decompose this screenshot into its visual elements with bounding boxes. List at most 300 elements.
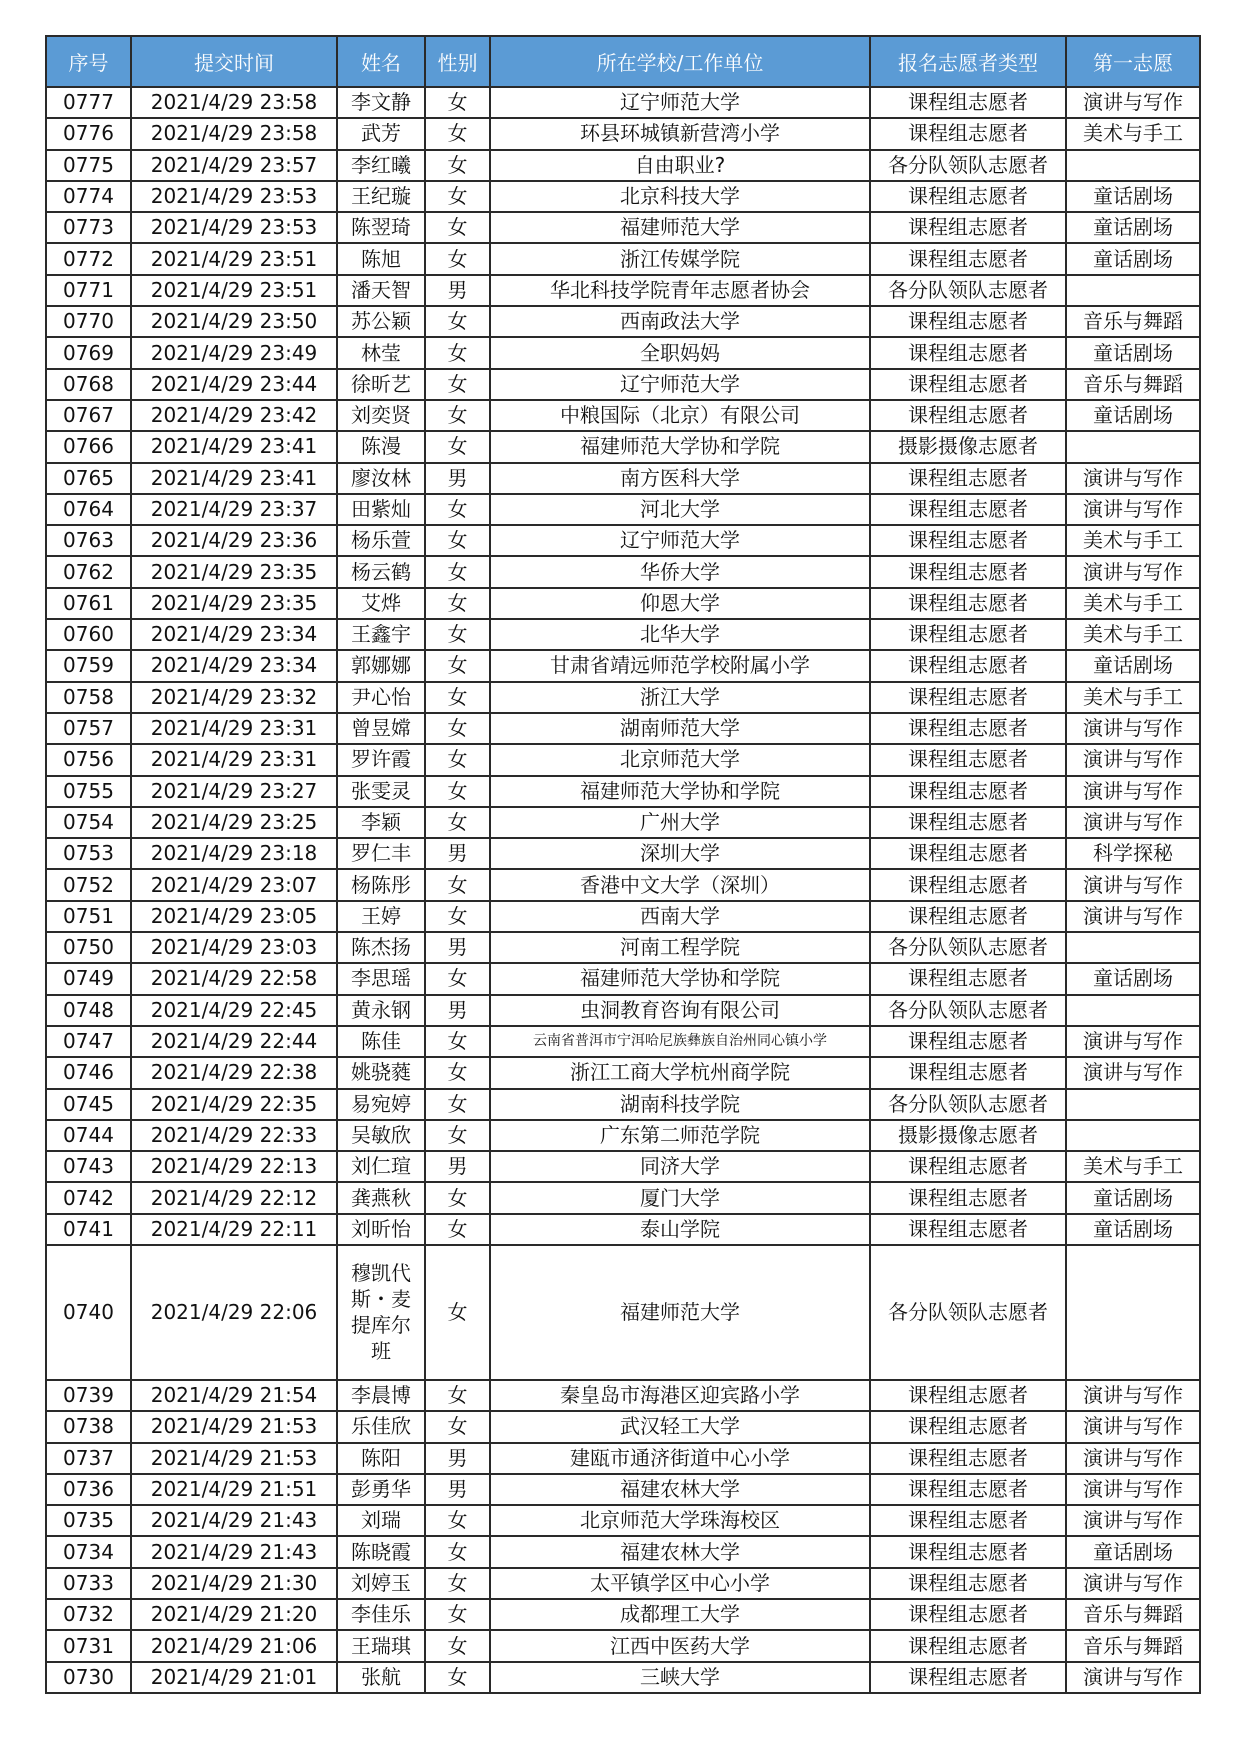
- cell-first-choice: [1066, 932, 1200, 963]
- cell-gender: 女: [425, 212, 490, 243]
- cell-submit-time: 2021/4/29 21:01: [131, 1662, 337, 1693]
- cell-submit-time: 2021/4/29 22:44: [131, 1026, 337, 1057]
- cell-volunteer-type: 课程组志愿者: [870, 1630, 1066, 1661]
- cell-id: 0753: [46, 838, 131, 869]
- table-row: [46, 1151, 1200, 1182]
- cell-volunteer-type: 课程组志愿者: [870, 1505, 1066, 1536]
- cell-gender: 女: [425, 494, 490, 525]
- cell-volunteer-type: 课程组志愿者: [870, 400, 1066, 431]
- cell-id: 0769: [46, 337, 131, 368]
- table-row: [46, 1057, 1200, 1088]
- cell-school: 厦门大学: [490, 1182, 870, 1213]
- table-row: [46, 118, 1200, 149]
- cell-id: 0743: [46, 1151, 131, 1182]
- cell-school: 西南政法大学: [490, 306, 870, 337]
- cell-volunteer-type: 课程组志愿者: [870, 337, 1066, 368]
- cell-first-choice: [1066, 995, 1200, 1026]
- cell-id: 0773: [46, 212, 131, 243]
- cell-name: 田紫灿: [337, 494, 425, 525]
- cell-school: 河北大学: [490, 494, 870, 525]
- cell-volunteer-type: 课程组志愿者: [870, 1182, 1066, 1213]
- cell-volunteer-type: 课程组志愿者: [870, 713, 1066, 744]
- cell-gender: 男: [425, 995, 490, 1026]
- cell-school: 云南省普洱市宁洱哈尼族彝族自治州同心镇小学: [490, 1026, 870, 1057]
- cell-id: 0761: [46, 588, 131, 619]
- cell-first-choice: 演讲与写作: [1066, 1474, 1200, 1505]
- cell-name: 龚燕秋: [337, 1182, 425, 1213]
- cell-id: 0749: [46, 963, 131, 994]
- cell-school: 北京师范大学: [490, 744, 870, 775]
- cell-submit-time: 2021/4/29 23:51: [131, 243, 337, 274]
- table-row: [46, 1214, 1200, 1245]
- cell-name: 潘天智: [337, 275, 425, 306]
- table-row: [46, 807, 1200, 838]
- cell-first-choice: 演讲与写作: [1066, 463, 1200, 494]
- table-row: [46, 400, 1200, 431]
- table-row: [46, 1245, 1200, 1380]
- table-header-row: [46, 36, 1200, 87]
- table-row: [46, 556, 1200, 587]
- cell-id: 0771: [46, 275, 131, 306]
- table-row: [46, 588, 1200, 619]
- cell-gender: 女: [425, 1536, 490, 1567]
- table-row: [46, 337, 1200, 368]
- table-row: [46, 1630, 1200, 1661]
- cell-gender: 女: [425, 306, 490, 337]
- cell-name: 杨云鹤: [337, 556, 425, 587]
- cell-school: 建瓯市通济街道中心小学: [490, 1443, 870, 1474]
- cell-volunteer-type: 课程组志愿者: [870, 1380, 1066, 1411]
- cell-id: 0745: [46, 1089, 131, 1120]
- cell-submit-time: 2021/4/29 21:54: [131, 1380, 337, 1411]
- cell-school: 自由职业?: [490, 150, 870, 181]
- cell-gender: 女: [425, 87, 490, 118]
- cell-first-choice: 音乐与舞蹈: [1066, 1599, 1200, 1630]
- cell-name: 黄永钢: [337, 995, 425, 1026]
- cell-volunteer-type: 课程组志愿者: [870, 682, 1066, 713]
- cell-gender: 女: [425, 588, 490, 619]
- cell-id: 0765: [46, 463, 131, 494]
- cell-submit-time: 2021/4/29 22:13: [131, 1151, 337, 1182]
- cell-name: 吴敏欣: [337, 1120, 425, 1151]
- cell-first-choice: 童话剧场: [1066, 1182, 1200, 1213]
- cell-volunteer-type: 课程组志愿者: [870, 838, 1066, 869]
- cell-first-choice: 童话剧场: [1066, 1536, 1200, 1567]
- table-row: [46, 1599, 1200, 1630]
- cell-submit-time: 2021/4/29 23:51: [131, 275, 337, 306]
- cell-gender: 女: [425, 1505, 490, 1536]
- cell-name: 艾烨: [337, 588, 425, 619]
- cell-volunteer-type: 课程组志愿者: [870, 369, 1066, 400]
- cell-first-choice: 演讲与写作: [1066, 1380, 1200, 1411]
- cell-name: 王纪璇: [337, 181, 425, 212]
- cell-first-choice: 演讲与写作: [1066, 713, 1200, 744]
- cell-id: 0744: [46, 1120, 131, 1151]
- header-submit-time: 提交时间: [131, 36, 337, 87]
- header-first-choice: 第一志愿: [1066, 36, 1200, 87]
- cell-school: 广州大学: [490, 807, 870, 838]
- cell-first-choice: 童话剧场: [1066, 400, 1200, 431]
- cell-volunteer-type: 课程组志愿者: [870, 1536, 1066, 1567]
- cell-gender: 男: [425, 1151, 490, 1182]
- cell-first-choice: 童话剧场: [1066, 337, 1200, 368]
- table-body: [46, 87, 1200, 1693]
- table-row: [46, 1089, 1200, 1120]
- cell-volunteer-type: 课程组志愿者: [870, 1151, 1066, 1182]
- cell-name: 李颖: [337, 807, 425, 838]
- cell-gender: 女: [425, 1380, 490, 1411]
- cell-school: 河南工程学院: [490, 932, 870, 963]
- cell-volunteer-type: 课程组志愿者: [870, 494, 1066, 525]
- cell-id: 0737: [46, 1443, 131, 1474]
- cell-id: 0766: [46, 431, 131, 462]
- table-row: [46, 713, 1200, 744]
- cell-name: 乐佳欣: [337, 1411, 425, 1442]
- table-row: [46, 1380, 1200, 1411]
- cell-id: 0731: [46, 1630, 131, 1661]
- cell-volunteer-type: 课程组志愿者: [870, 1474, 1066, 1505]
- cell-gender: 女: [425, 400, 490, 431]
- cell-first-choice: 美术与手工: [1066, 525, 1200, 556]
- cell-volunteer-type: 各分队领队志愿者: [870, 275, 1066, 306]
- cell-gender: 女: [425, 525, 490, 556]
- cell-school: 广东第二师范学院: [490, 1120, 870, 1151]
- cell-first-choice: [1066, 1245, 1200, 1380]
- cell-gender: 女: [425, 619, 490, 650]
- cell-id: 0768: [46, 369, 131, 400]
- cell-first-choice: [1066, 1120, 1200, 1151]
- cell-id: 0750: [46, 932, 131, 963]
- cell-id: 0732: [46, 1599, 131, 1630]
- cell-first-choice: [1066, 150, 1200, 181]
- cell-school: 全职妈妈: [490, 337, 870, 368]
- cell-id: 0740: [46, 1245, 131, 1380]
- table-row: [46, 619, 1200, 650]
- cell-volunteer-type: 各分队领队志愿者: [870, 932, 1066, 963]
- cell-name: 林莹: [337, 337, 425, 368]
- cell-name: 陈旭: [337, 243, 425, 274]
- cell-first-choice: 演讲与写作: [1066, 1505, 1200, 1536]
- cell-name: 李红曦: [337, 150, 425, 181]
- cell-submit-time: 2021/4/29 21:43: [131, 1505, 337, 1536]
- cell-school: 秦皇岛市海港区迎宾路小学: [490, 1380, 870, 1411]
- cell-gender: 女: [425, 1599, 490, 1630]
- cell-first-choice: 演讲与写作: [1066, 869, 1200, 900]
- cell-volunteer-type: 课程组志愿者: [870, 869, 1066, 900]
- cell-volunteer-type: 课程组志愿者: [870, 243, 1066, 274]
- cell-gender: 女: [425, 150, 490, 181]
- cell-gender: 女: [425, 118, 490, 149]
- cell-first-choice: 美术与手工: [1066, 1151, 1200, 1182]
- cell-gender: 女: [425, 431, 490, 462]
- cell-school: 湖南科技学院: [490, 1089, 870, 1120]
- cell-school: 虫洞教育咨询有限公司: [490, 995, 870, 1026]
- cell-school: 西南大学: [490, 901, 870, 932]
- cell-volunteer-type: 课程组志愿者: [870, 588, 1066, 619]
- header-gender: 性别: [425, 36, 490, 87]
- table-row: [46, 1182, 1200, 1213]
- cell-school: 同济大学: [490, 1151, 870, 1182]
- cell-school: 江西中医药大学: [490, 1630, 870, 1661]
- cell-first-choice: 童话剧场: [1066, 181, 1200, 212]
- cell-first-choice: 演讲与写作: [1066, 556, 1200, 587]
- cell-name: 穆凯代斯・麦提库尔班: [337, 1245, 425, 1380]
- cell-volunteer-type: 课程组志愿者: [870, 1026, 1066, 1057]
- cell-submit-time: 2021/4/29 23:31: [131, 713, 337, 744]
- cell-volunteer-type: 各分队领队志愿者: [870, 1245, 1066, 1380]
- cell-volunteer-type: 课程组志愿者: [870, 1599, 1066, 1630]
- cell-submit-time: 2021/4/29 22:35: [131, 1089, 337, 1120]
- cell-school: 福建农林大学: [490, 1474, 870, 1505]
- table-row: [46, 1474, 1200, 1505]
- cell-name: 彭勇华: [337, 1474, 425, 1505]
- cell-submit-time: 2021/4/29 23:53: [131, 181, 337, 212]
- table-row: [46, 181, 1200, 212]
- cell-gender: 男: [425, 275, 490, 306]
- cell-volunteer-type: 课程组志愿者: [870, 619, 1066, 650]
- table-row: [46, 838, 1200, 869]
- cell-submit-time: 2021/4/29 23:53: [131, 212, 337, 243]
- cell-submit-time: 2021/4/29 23:05: [131, 901, 337, 932]
- header-name: 姓名: [337, 36, 425, 87]
- cell-id: 0738: [46, 1411, 131, 1442]
- cell-id: 0751: [46, 901, 131, 932]
- cell-first-choice: [1066, 431, 1200, 462]
- cell-name: 张雯灵: [337, 776, 425, 807]
- cell-volunteer-type: 课程组志愿者: [870, 118, 1066, 149]
- cell-submit-time: 2021/4/29 23:44: [131, 369, 337, 400]
- table-row: [46, 744, 1200, 775]
- table-row: [46, 369, 1200, 400]
- cell-first-choice: 科学探秘: [1066, 838, 1200, 869]
- cell-id: 0759: [46, 650, 131, 681]
- cell-volunteer-type: 课程组志愿者: [870, 1662, 1066, 1693]
- cell-volunteer-type: 课程组志愿者: [870, 901, 1066, 932]
- table-row: [46, 306, 1200, 337]
- cell-gender: 男: [425, 932, 490, 963]
- registration-table-container: [45, 35, 1199, 1694]
- cell-volunteer-type: 课程组志愿者: [870, 1568, 1066, 1599]
- cell-gender: 女: [425, 1182, 490, 1213]
- cell-id: 0777: [46, 87, 131, 118]
- cell-name: 杨陈彤: [337, 869, 425, 900]
- cell-submit-time: 2021/4/29 21:51: [131, 1474, 337, 1505]
- cell-name: 李佳乐: [337, 1599, 425, 1630]
- table-row: [46, 1120, 1200, 1151]
- cell-first-choice: 美术与手工: [1066, 619, 1200, 650]
- cell-name: 刘瑞: [337, 1505, 425, 1536]
- cell-name: 易宛婷: [337, 1089, 425, 1120]
- cell-id: 0776: [46, 118, 131, 149]
- cell-school: 华侨大学: [490, 556, 870, 587]
- cell-name: 廖汝林: [337, 463, 425, 494]
- table-row: [46, 275, 1200, 306]
- cell-first-choice: 童话剧场: [1066, 243, 1200, 274]
- cell-gender: 女: [425, 1568, 490, 1599]
- cell-school: 环县环城镇新营湾小学: [490, 118, 870, 149]
- table-row: [46, 1568, 1200, 1599]
- cell-name: 苏公颖: [337, 306, 425, 337]
- cell-submit-time: 2021/4/29 22:45: [131, 995, 337, 1026]
- cell-school: 湖南师范大学: [490, 713, 870, 744]
- table-row: [46, 1026, 1200, 1057]
- cell-name: 刘仁瑄: [337, 1151, 425, 1182]
- table-row: [46, 525, 1200, 556]
- cell-school: 浙江工商大学杭州商学院: [490, 1057, 870, 1088]
- cell-school: 武汉轻工大学: [490, 1411, 870, 1442]
- cell-gender: 女: [425, 807, 490, 838]
- cell-gender: 女: [425, 1120, 490, 1151]
- cell-school: 甘肃省靖远师范学校附属小学: [490, 650, 870, 681]
- table-row: [46, 776, 1200, 807]
- table-row: [46, 150, 1200, 181]
- cell-id: 0742: [46, 1182, 131, 1213]
- cell-volunteer-type: 课程组志愿者: [870, 744, 1066, 775]
- table-row: [46, 431, 1200, 462]
- cell-id: 0730: [46, 1662, 131, 1693]
- cell-volunteer-type: 课程组志愿者: [870, 776, 1066, 807]
- cell-gender: 女: [425, 1245, 490, 1380]
- cell-name: 郭娜娜: [337, 650, 425, 681]
- table-row: [46, 682, 1200, 713]
- cell-name: 王瑞琪: [337, 1630, 425, 1661]
- cell-name: 徐昕艺: [337, 369, 425, 400]
- cell-gender: 女: [425, 963, 490, 994]
- cell-name: 刘昕怡: [337, 1214, 425, 1245]
- cell-first-choice: 童话剧场: [1066, 212, 1200, 243]
- cell-first-choice: 童话剧场: [1066, 650, 1200, 681]
- cell-submit-time: 2021/4/29 21:30: [131, 1568, 337, 1599]
- cell-gender: 女: [425, 243, 490, 274]
- cell-school: 浙江传媒学院: [490, 243, 870, 274]
- cell-name: 陈晓霞: [337, 1536, 425, 1567]
- cell-name: 王婷: [337, 901, 425, 932]
- cell-school: 南方医科大学: [490, 463, 870, 494]
- cell-id: 0734: [46, 1536, 131, 1567]
- cell-submit-time: 2021/4/29 22:11: [131, 1214, 337, 1245]
- cell-volunteer-type: 课程组志愿者: [870, 1411, 1066, 1442]
- cell-submit-time: 2021/4/29 23:03: [131, 932, 337, 963]
- cell-gender: 女: [425, 1214, 490, 1245]
- cell-submit-time: 2021/4/29 23:18: [131, 838, 337, 869]
- cell-school: 辽宁师范大学: [490, 87, 870, 118]
- cell-volunteer-type: 课程组志愿者: [870, 306, 1066, 337]
- cell-name: 张航: [337, 1662, 425, 1693]
- cell-volunteer-type: 各分队领队志愿者: [870, 1089, 1066, 1120]
- cell-first-choice: 演讲与写作: [1066, 1411, 1200, 1442]
- cell-gender: 男: [425, 1474, 490, 1505]
- cell-submit-time: 2021/4/29 22:33: [131, 1120, 337, 1151]
- cell-school: 深圳大学: [490, 838, 870, 869]
- cell-school: 福建师范大学协和学院: [490, 963, 870, 994]
- cell-gender: 男: [425, 463, 490, 494]
- table-row: [46, 650, 1200, 681]
- header-volunteer-type: 报名志愿者类型: [870, 36, 1066, 87]
- cell-name: 李晨博: [337, 1380, 425, 1411]
- cell-id: 0774: [46, 181, 131, 212]
- cell-school: 香港中文大学（深圳）: [490, 869, 870, 900]
- cell-volunteer-type: 摄影摄像志愿者: [870, 1120, 1066, 1151]
- cell-submit-time: 2021/4/29 23:58: [131, 118, 337, 149]
- cell-name: 杨乐萱: [337, 525, 425, 556]
- cell-submit-time: 2021/4/29 23:35: [131, 588, 337, 619]
- cell-gender: 女: [425, 337, 490, 368]
- cell-submit-time: 2021/4/29 23:42: [131, 400, 337, 431]
- cell-name: 陈翌琦: [337, 212, 425, 243]
- table-row: [46, 494, 1200, 525]
- cell-first-choice: [1066, 275, 1200, 306]
- cell-id: 0763: [46, 525, 131, 556]
- cell-id: 0747: [46, 1026, 131, 1057]
- cell-school: 浙江大学: [490, 682, 870, 713]
- cell-gender: 女: [425, 744, 490, 775]
- cell-submit-time: 2021/4/29 23:07: [131, 869, 337, 900]
- cell-school: 太平镇学区中心小学: [490, 1568, 870, 1599]
- cell-gender: 男: [425, 1443, 490, 1474]
- header-id: 序号: [46, 36, 131, 87]
- cell-school: 北京科技大学: [490, 181, 870, 212]
- cell-name: 王鑫宇: [337, 619, 425, 650]
- cell-name: 李文静: [337, 87, 425, 118]
- cell-first-choice: 演讲与写作: [1066, 87, 1200, 118]
- cell-submit-time: 2021/4/29 23:37: [131, 494, 337, 525]
- table-row: [46, 1662, 1200, 1693]
- cell-id: 0746: [46, 1057, 131, 1088]
- cell-gender: 女: [425, 1026, 490, 1057]
- cell-name: 罗仁丰: [337, 838, 425, 869]
- cell-first-choice: 演讲与写作: [1066, 901, 1200, 932]
- cell-name: 曾昱嫦: [337, 713, 425, 744]
- cell-id: 0757: [46, 713, 131, 744]
- cell-first-choice: 音乐与舞蹈: [1066, 1630, 1200, 1661]
- table-row: [46, 901, 1200, 932]
- cell-submit-time: 2021/4/29 23:27: [131, 776, 337, 807]
- cell-volunteer-type: 课程组志愿者: [870, 212, 1066, 243]
- cell-id: 0735: [46, 1505, 131, 1536]
- cell-id: 0760: [46, 619, 131, 650]
- cell-submit-time: 2021/4/29 21:53: [131, 1443, 337, 1474]
- cell-id: 0762: [46, 556, 131, 587]
- table-row: [46, 243, 1200, 274]
- cell-first-choice: 演讲与写作: [1066, 1443, 1200, 1474]
- cell-school: 福建农林大学: [490, 1536, 870, 1567]
- cell-volunteer-type: 课程组志愿者: [870, 181, 1066, 212]
- cell-first-choice: 演讲与写作: [1066, 1057, 1200, 1088]
- cell-first-choice: 演讲与写作: [1066, 776, 1200, 807]
- cell-gender: 女: [425, 1089, 490, 1120]
- cell-name: 姚骁蕤: [337, 1057, 425, 1088]
- cell-school: 福建师范大学: [490, 1245, 870, 1380]
- cell-school: 仰恩大学: [490, 588, 870, 619]
- cell-first-choice: 童话剧场: [1066, 1214, 1200, 1245]
- table-row: [46, 1443, 1200, 1474]
- cell-school: 中粮国际（北京）有限公司: [490, 400, 870, 431]
- cell-id: 0748: [46, 995, 131, 1026]
- cell-first-choice: 美术与手工: [1066, 682, 1200, 713]
- table-row: [46, 869, 1200, 900]
- cell-gender: 女: [425, 901, 490, 932]
- cell-school: 成都理工大学: [490, 1599, 870, 1630]
- cell-school: 北京师范大学珠海校区: [490, 1505, 870, 1536]
- table-row: [46, 87, 1200, 118]
- cell-first-choice: 演讲与写作: [1066, 494, 1200, 525]
- table-row: [46, 963, 1200, 994]
- cell-submit-time: 2021/4/29 21:06: [131, 1630, 337, 1661]
- cell-submit-time: 2021/4/29 23:35: [131, 556, 337, 587]
- cell-gender: 男: [425, 838, 490, 869]
- cell-gender: 女: [425, 556, 490, 587]
- cell-gender: 女: [425, 682, 490, 713]
